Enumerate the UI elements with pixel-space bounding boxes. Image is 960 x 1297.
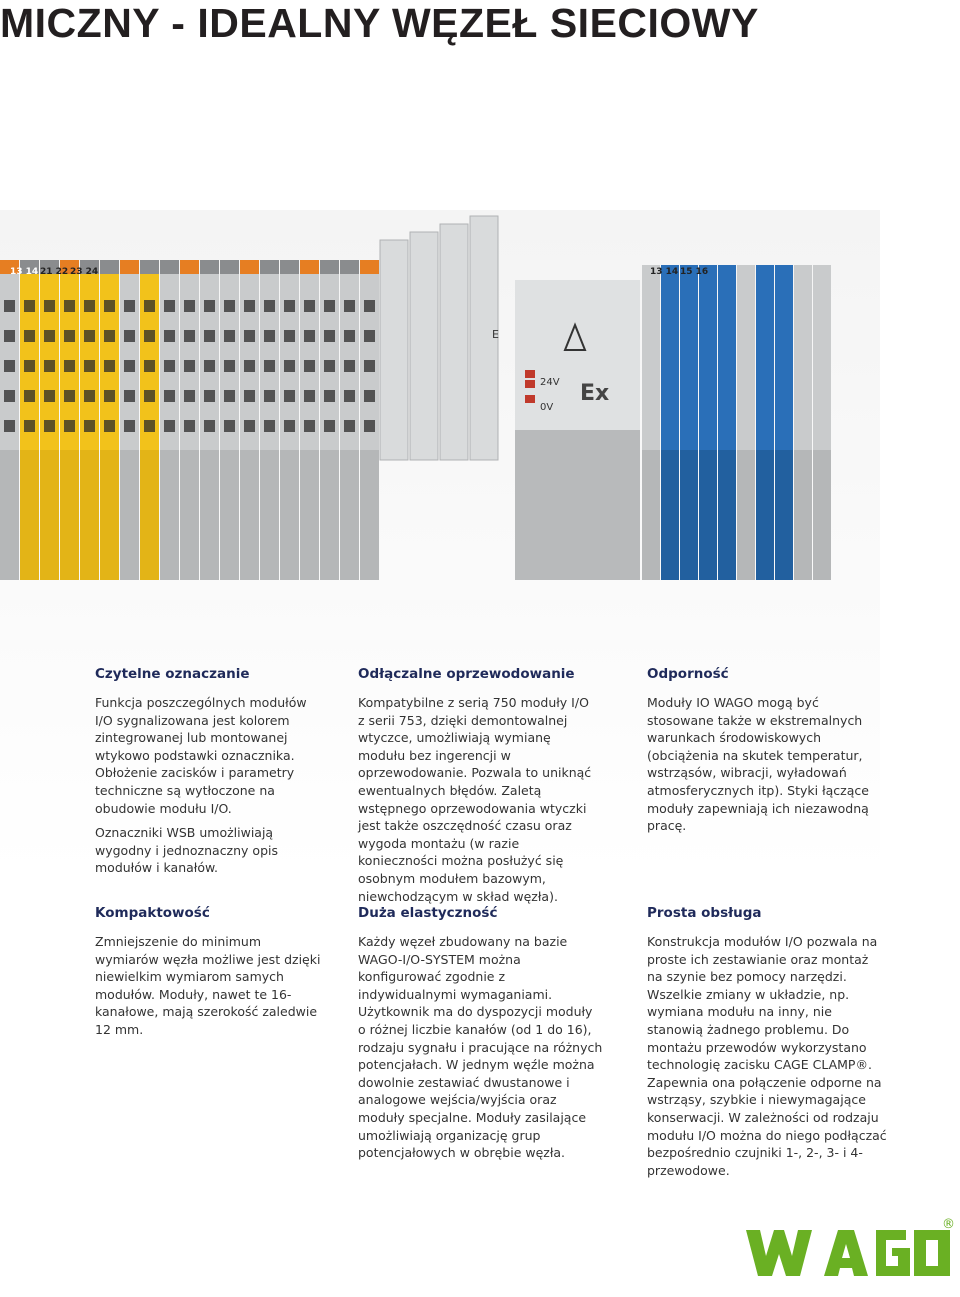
- io-module-top: [718, 265, 736, 450]
- text-odpornosc-1: Moduły IO WAGO mogą być stosowane także w ekstremalnych warunkach środowiskowych (obciążenia na skutek temperatur, wstrząsów, wibracji, wyładowań atmosferycznych itp). Styki łączące moduły zapewniają ich niezawodną pracę.: [647, 695, 869, 834]
- heading-odpornosc: Odporność: [647, 666, 729, 682]
- section-odpornosc: [647, 666, 879, 835]
- heading-kompaktowosc: Kompaktowość: [95, 905, 210, 921]
- text-kompaktowosc-1: Zmniejszenie do minimum wymiarów węzła możliwe jest dzięki niewielkim wymiarom samych modułów. Moduły, nawet te 16-kanałowe, mają szerokość zaledwie 12 mm.: [95, 934, 321, 1037]
- heading-czytelne: Czytelne oznaczanie: [95, 666, 250, 682]
- registered-mark: ®: [942, 1218, 955, 1232]
- io-module-base: [360, 450, 379, 580]
- label-1516: 15 16: [680, 267, 709, 277]
- heading-odlaczalne: Odłączalne oprzewodowanie: [358, 666, 575, 682]
- io-module-base: [120, 450, 139, 580]
- io-module-base: [0, 450, 19, 580]
- io-module-top: [775, 265, 793, 450]
- text-odlaczalne-1: Kompatybilne z serią 750 moduły I/O z serii 753, dzięki demontowalnej wtyczce, umożliwiają wymianę modułu bez ingerencji w oprzewodowanie. Pozwala to uniknąć ewentualnych błędów. Zaletą wstępnego oprzewodowania wtyczki jest także oszczędność czasu oraz wygoda montażu (w razie konieczności można posłużyć się osobnym modułem bazowym, niewchodzącym w skład węzła).: [358, 695, 592, 904]
- io-module-top: [642, 265, 660, 450]
- page-title: MICZNY - IDEALNY WĘZEŁ SIECIOWY: [0, 0, 759, 46]
- io-module-base: [100, 450, 119, 580]
- section-kompaktowosc: [95, 905, 325, 1039]
- io-module-base: [140, 450, 159, 580]
- wago-logo: [746, 1218, 956, 1280]
- io-module-base: [280, 450, 299, 580]
- io-module-base: [20, 450, 39, 580]
- text-obsluga-1: Konstrukcja modułów I/O pozwala na proste ich zestawianie oraz montaż na szynie bez pomocy narzędzi. Wszelkie zmiany w układzie, np. wymiana modułu na inny, nie stanowią żadnego problemu. Do montażu przewodów wykorzystano technologię zacisku CAGE CLAMP®. Zapewnia ona połączenie odporne na wstrząsy, szybkie i niewymagające konserwacji. W zależności od rodzaju modułu I/O można do niego podłączać bezpośrednio czujniki 1-, 2-, 3- i 4-przewodowe.: [647, 934, 887, 1178]
- io-module-base: [220, 450, 239, 580]
- section-elastycznosc: [358, 905, 603, 1162]
- io-module-top: [794, 265, 812, 450]
- ex-marking: Ex: [580, 381, 610, 406]
- io-module-base: [260, 450, 279, 580]
- section-odlaczalne: [358, 666, 598, 905]
- io-module-top: [661, 265, 679, 450]
- heading-obsluga: Prosta obsługa: [647, 905, 762, 921]
- io-module-base: [180, 450, 199, 580]
- label-e: E: [492, 328, 499, 341]
- io-module-base: [160, 450, 179, 580]
- io-module-base: [240, 450, 259, 580]
- io-module-base: [200, 450, 219, 580]
- io-module-base: [320, 450, 339, 580]
- io-module-top: [813, 265, 831, 450]
- io-module-top: [756, 265, 774, 450]
- io-module-base: [60, 450, 79, 580]
- io-module-base: [80, 450, 99, 580]
- label-1314-right: 13 14: [650, 267, 679, 277]
- io-module-base: [300, 450, 319, 580]
- label-1314: 13 14: [10, 267, 39, 277]
- section-czytelne: [95, 666, 325, 877]
- heading-elastycznosc: Duża elastyczność: [358, 905, 498, 921]
- section-obsluga: [647, 905, 887, 1179]
- io-module-top: [680, 265, 698, 450]
- label-2324: 23 24: [70, 267, 99, 277]
- text-czytelne-2: Oznaczniki WSB umożliwiają wygodny i jednoznaczny opis modułów i kanałów.: [95, 825, 278, 876]
- text-elastycznosc-1: Każdy węzeł zbudowany na bazie WAGO-I/O-SYSTEM można konfigurować zgodnie z indywidualnymi wymaganiami. Użytkownik ma do dyspozycji moduły o różnej liczbie kanałów (od 1 do 16), rodzaju sygnału i pracujące na różnych potencjałach. W jednym węźle można dowolnie zestawiać dwustanowe i analogowe wejścia/wyjścia oraz moduły specjalne. Moduły zasilające umożliwiają organizację grup potencjałowych w obrębie węzła.: [358, 934, 603, 1161]
- io-module-top: [699, 265, 717, 450]
- text-czytelne-1: Funkcja poszczególnych modułów I/O sygnalizowana jest kolorem zintegrowanej lub montowanej wtykowo podstawki oznacznika. Obłożenie zacisków i parametry techniczne są wytłoczone na obudowie modułu I/O.: [95, 695, 307, 816]
- label-2122: 21 22: [40, 267, 69, 277]
- label-0v: 0V: [540, 402, 554, 413]
- label-24v: 24V: [540, 377, 560, 388]
- io-module-top: [737, 265, 755, 450]
- io-module-base: [40, 450, 59, 580]
- io-module-base: [340, 450, 359, 580]
